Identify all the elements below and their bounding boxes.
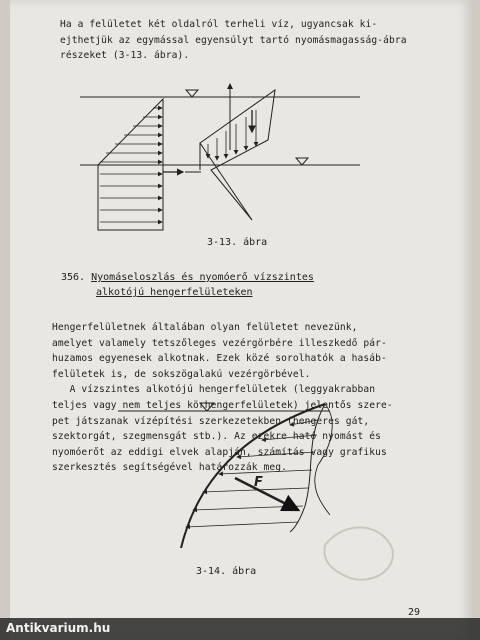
section-title-line-1: Nyomáseloszlás és nyomóerő vízszintes (91, 272, 314, 283)
figure-2-caption: 3-14. ábra (196, 566, 257, 577)
text-line: huzamos egyenesek alkotnak. Ezek közé sorolhatók a hasáb- (52, 353, 387, 365)
watermark-text: Antikvarium.hu (6, 621, 111, 635)
text-line: szerkesztés segítségével határozzák meg. (52, 462, 288, 474)
section-title-line-2: alkotójú hengerfelületeken (96, 287, 253, 298)
text-line: teljes vagy nem teljes körhengerfelületek) jelentős szere- (52, 399, 393, 411)
pressure-arrows-right (208, 110, 256, 160)
text-line: A vízszintes alkotójú hengerfelületek (leggyakrabban (52, 384, 376, 396)
water-level-symbol-1 (186, 90, 198, 97)
show-through-mark (324, 527, 392, 579)
figure-1-caption: 3-13. ábra (207, 237, 268, 248)
pressure-diagram-right (200, 90, 275, 220)
text-line: részeket (3-13. ábra). (60, 50, 190, 62)
text-line: felületek is, de sokszögalakú vezérgörbével. (52, 368, 311, 380)
resultant-force-arrow (235, 478, 298, 510)
figure-3-13-diagram (80, 84, 360, 230)
pressure-envelope (290, 404, 325, 532)
text-line: szektorgát, szegmensgát stb.). Az ezekre ható nyomást és (52, 431, 382, 443)
water-level-symbol-2 (296, 158, 308, 165)
text-line: ejthetjük az egymással egyensúlyt tartó nyomásmagasság-ábra (60, 34, 407, 46)
section-number: 356. (61, 272, 86, 283)
text-line: pet játszanak vízépítési szerkezetekben (hengeres gát, (52, 415, 370, 427)
text-line: amelyet valamely tetszőleges vezérgörbére illeszkedő pár- (52, 337, 387, 349)
text-line: nyomóerőt az eddigi elvek alapján, számítás vagy grafikus (52, 446, 387, 458)
pressure-arrows (186, 420, 318, 527)
force-label: F (254, 475, 263, 490)
page-number: 29 (408, 607, 421, 618)
watermark-bar (0, 618, 480, 640)
text-line: Hengerfelületnek általában olyan felületet nevezünk, (52, 322, 358, 333)
water-level-symbol-3 (200, 403, 214, 411)
figure-3-14-diagram (118, 403, 332, 548)
text-line: Ha a felületet két oldalról terheli víz, ugyancsak ki- (60, 19, 378, 30)
